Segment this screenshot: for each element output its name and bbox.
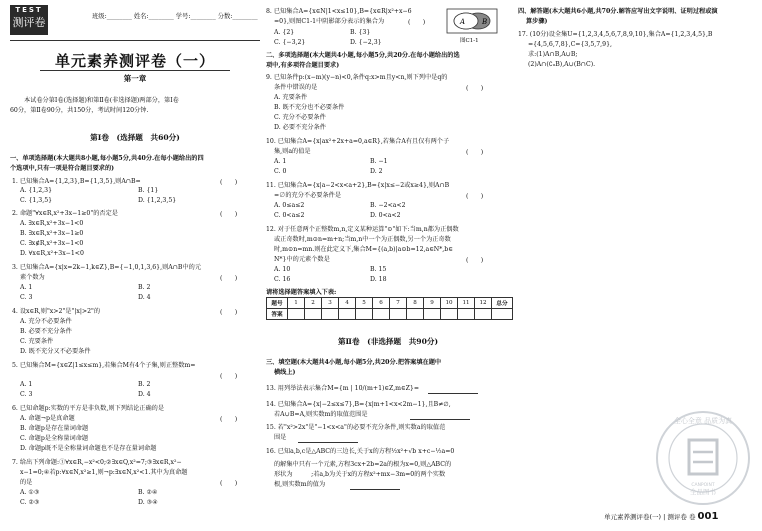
question-7-cont: 的是 [20,479,33,486]
option-d: D. 命题p既不是全称量词命题也不是存在量词命题 [20,445,157,452]
option-b: B. 既不充分也不必要条件 [274,104,345,111]
table-cell [492,309,513,320]
answer-paren: ( ) [466,149,484,156]
section3-line: 三、填空题(本大题共4小题,每小题5分,共20分.把答案填在题中 [266,359,442,366]
option-b: B. 15 [370,266,387,273]
seal-side-text: CANPOINT [691,483,715,488]
venn-label-b: B [482,18,488,26]
answer-paren: ( ) [220,179,238,186]
question-7: 7. 给出下列命题:①∀x∈R,−x²<0;②∃x∈Q,x²=7;③∃x∈R,x²− [12,459,182,466]
option-c: C. ②③ [20,499,40,506]
option-d: D. 18 [370,276,387,283]
option-d: D. 必要不充分条件 [274,124,326,131]
option-c: C. 3 [20,391,33,398]
option-d: D. {−2,3} [350,39,382,46]
answer-blank [298,442,358,443]
question-11: 11. 已知集合A={x|a−2<x<a+2},B={x|x≤−2或x≥4},则A∩B [266,182,450,189]
question-17-part1: 求:(1)A∩B,A∪B; [528,51,578,58]
option-c: C. 充要条件 [20,338,54,345]
venn-caption: 图C1-1 [460,38,479,44]
table-cell [458,309,475,320]
answer-paren: ( ) [220,373,238,380]
option-b: B. {3} [350,29,371,36]
answer-paren: ( ) [408,19,426,26]
option-d: D. ∀x∈R,x²+3x−1<0 [20,250,84,257]
question-1: 1. 已知集合A={1,2,3},B={1,3,5},则A∩B= [12,178,141,185]
option-a: A. 1 [274,158,287,165]
table-title: 请将选择题答案填入下表: [266,289,337,296]
seal-outer-text: 全心全意 品质为真 [673,417,733,425]
table-row [267,309,513,320]
answer-table [266,297,513,320]
table-cell [373,309,390,320]
question-6: 6. 已知命题p:实数的平方是非负数,则下列结论正确的是 [12,405,165,412]
part2-title: 第Ⅱ卷 (非选择题 共90分) [337,337,439,346]
answer-paren: ( ) [220,275,238,282]
answer-paren: ( ) [466,193,484,200]
section2-heading [266,51,460,70]
question-15-cont: 围是 [274,434,287,441]
option-d: D. ③④ [138,499,158,506]
option-a: A. 0≤a≤2 [274,202,305,209]
section1-line: 个选项中,只有一项是符合题目要求的) [10,164,115,172]
question-4: 4. 设x∈R,则"x>2"是"|x|>2"的 [12,308,101,315]
table-cell [356,309,373,320]
question-14: 14. 已知集合A={x|−2≤x≤7},B={x|m+1<x<2m−1},且B≠∅, [266,401,451,408]
option-a: A. 1 [20,284,33,291]
table-head-total: 总分 [492,298,513,309]
question-15: 15. 若"x²>2x"是"−1<x<a"的必要不充分条件,则实数a的取值范 [266,424,446,431]
option-a: A. 1 [20,381,33,388]
option-c: C. 0<a≤2 [274,212,305,219]
table-cell: 6 [373,298,390,309]
option-b: B. ∃x∈R,x²+3x−1≥0 [20,230,84,237]
answer-paren: ( ) [220,309,238,316]
question-7-cont: x−1=0;④若p:∀x∈N,x²≥1,则¬p:∃x∈N,x²<1.其中为真命题 [20,469,188,476]
seal-emblem [689,440,717,474]
table-cell: 3 [322,298,339,309]
question-10: 10. 已知集合A={x|ax²+2x+a=0,a∈R},若集合A有且仅有两个子 [266,138,450,145]
table-head-number: 题号 [267,298,288,309]
option-d: D. 4 [138,391,151,398]
option-c: C. 16 [274,276,291,283]
answer-paren: ( ) [220,480,238,487]
question-16-cont: 的解集中只有一个元素,方程3cx+2b=2a的根为x=0,则△ABC的 [274,461,452,468]
table-cell: 1 [288,298,305,309]
question-12-cont: 时,m⊙n=mn.则在此定义下,集合M={(a,b)|a⊙b=12,a∈N*,b∈ [274,246,453,253]
logo-bottom-text: 测评卷 [12,16,46,29]
question-2: 2. 命题"∀x∈R,x²+3x−1≥0"的否定是 [12,210,118,217]
section3-line: 横线上) [274,368,296,376]
option-a: A. {1,2,3} [20,187,53,194]
table-cell: 10 [441,298,458,309]
seal-inner-ring [669,424,737,492]
option-d: D. 0<a<2 [370,212,401,219]
chapter-label: 第一章 [123,74,147,83]
table-cell: 8 [407,298,424,309]
student-info-fields: 班级:________ 姓名:________ 学号:________ 分数:________ [92,13,258,20]
section3-heading [266,358,441,377]
answer-paren: ( ) [220,416,238,423]
option-c: C. 命题p是全称量词命题 [20,435,89,442]
option-a: A. 充分不必要条件 [20,318,72,325]
table-cell [441,309,458,320]
table-cell [305,309,322,320]
exam-intro [10,96,256,116]
option-a: A. ①③ [20,489,40,496]
option-b: B. 命题p是存在量词命题 [20,425,89,432]
section1-line: 一、单项选择题(本大题共8小题,每小题5分,共40分.在每小题给出的四 [10,155,204,162]
answer-paren: ( ) [466,257,484,264]
venn-set-a-overlay [454,13,478,29]
option-a: A. 10 [274,266,291,273]
canpoint-seal-watermark [653,408,753,508]
option-d: D. {1,2,3,5} [138,197,177,204]
section2-line: 项中,有多项符合题目要求) [266,61,340,69]
question-8-cont: =0},则图C1-1中阴影部分表示的集合为 [274,18,385,25]
option-c: C. {1,3,5} [20,197,53,204]
answer-blank [410,419,470,420]
answer-paren: ( ) [220,211,238,218]
option-c: C. 充分不必要条件 [274,114,326,121]
option-a: A. 命题¬p是真命题 [20,415,75,422]
option-c: C. 3 [20,294,33,301]
option-b: B. −1 [370,158,388,165]
option-d: D. 4 [138,294,151,301]
table-cell: 11 [458,298,475,309]
question-10-cont: 集,则a的值是 [274,148,311,155]
section4-line: 四、解答题(本大题共6小题,共70分.解答应写出文字说明、证明过程或演 [518,8,718,15]
section4-heading [518,7,718,26]
question-17-part2: (2)A∩(∁ᵤB),A∪(B∩C). [528,61,596,68]
table-head-answer: 答案 [267,309,288,320]
option-a: A. {2} [274,29,295,36]
question-13: 13. 用列举法表示集合M={m | 10/(m+1)∈Z,m∈Z}= [266,385,420,392]
option-c: C. ∃x∉R,x²+3x−1<0 [20,240,84,247]
question-16-cont: 根,则实数m的值为 [274,481,326,488]
venn-label-a: A [460,18,466,26]
question-3: 3. 已知集合A={x|x=2k−1,k∈Z},B={−1,0,1,3,6},则A∩B中的元 [12,264,202,271]
question-5: 5. 已知集合M={x∈Z|1≤x≤m},若集合M有4个子集,则正整数m= [12,362,196,369]
question-9-cont: 条件中错误的是 [274,84,318,91]
table-cell [390,309,407,320]
venn-diagram [446,8,498,44]
title-underline [40,70,230,71]
footer-text: 单元素养测评卷(一) | 测评卷 卷 [604,513,696,521]
question-12-cont: N*}中的元素个数是 [274,256,330,263]
option-a: A. ∃x∈R,x²+3x−1<0 [20,220,84,227]
question-3-cont: 素个数为 [20,274,45,281]
table-cell: 5 [356,298,373,309]
table-cell [475,309,492,320]
page-number: 001 [697,511,719,522]
page-footer [604,511,718,522]
answer-blank [428,393,478,394]
option-b: B. 2 [138,284,151,291]
question-12-cont: 或正奇数时,m⊙n=m+n;当m,n中一个为正偶数,另一个为正奇数 [274,236,451,243]
logo-top-text: TEST [15,6,43,14]
question-9: 9. 已知条件p:(x−m)(y−n)<0,条件q:x>m且y<n,则下列中是q的 [266,74,448,81]
table-cell [424,309,441,320]
answer-blank [350,489,400,490]
intro-line: 本试卷分第Ⅰ卷(选择题)和第Ⅱ卷(非选择题)两部分，第Ⅰ卷 [24,97,179,104]
option-a: A. 充要条件 [274,94,308,101]
option-b: B. 必要不充分条件 [20,328,72,335]
option-b: B. 2 [138,381,151,388]
table-cell: 4 [339,298,356,309]
question-17: 17. (10分)设全集U={1,2,3,4,5,6,7,8,9,10},集合A={1,2,3,4,5},B [518,31,713,38]
test-logo [10,5,48,35]
seal-inner-text: 全品图书 [690,488,716,496]
option-d: D. 2 [370,168,383,175]
intro-line: 60分，第Ⅱ卷90分，共150分，考试时间120分钟. [10,107,149,114]
table-cell [339,309,356,320]
option-b: B. ②④ [138,489,158,496]
question-11-cont: =∅的充分不必要条件是 [274,192,342,199]
option-c: C. {−3,2} [274,39,306,46]
question-17-cont: ={4,5,6,7,8},C={3,5,7,9}, [528,41,612,48]
table-cell [407,309,424,320]
table-cell: 9 [424,298,441,309]
table-cell: 12 [475,298,492,309]
table-cell [288,309,305,320]
answer-paren: ( ) [466,85,484,92]
question-12: 12. 对于任意两个正整数m,n,定义某种运算"⊙"如下:当m,n都为正偶数 [266,226,459,233]
question-14-cont: 若A∪B=A,则实数m的取值范围是 [274,411,368,418]
question-8: 8. 已知集合A={x∈N|1<x≤10},B={x∈R|x²+x−6 [266,8,412,15]
question-16: 16. 已知a,b,c是△ABC的三边长,关于x的方程½x²+√b x+c−½a=0 [266,448,455,455]
option-d: D. 既不充分又不必要条件 [20,348,91,355]
header-rule [10,40,260,41]
section1-heading [10,154,204,173]
question-16-cont: 形状为 ;若a,b为关于x的方程x²+mx−3m=0的两个实数 [274,471,446,478]
table-row [267,298,513,309]
table-cell [322,309,339,320]
section2-line: 二、多项选择题(本大题共4小题,每小题5分,共20分.在每小题给出的选 [266,52,460,59]
option-b: B. {1} [138,187,159,194]
part1-title: 第Ⅰ卷 (选择题 共60分) [90,133,180,142]
table-cell: 7 [390,298,407,309]
option-c: C. 0 [274,168,287,175]
option-b: B. −2<a<2 [370,202,406,209]
page-title: 单元素养测评卷（一） [54,52,215,70]
table-cell: 2 [305,298,322,309]
section4-line: 算步骤) [526,17,548,25]
